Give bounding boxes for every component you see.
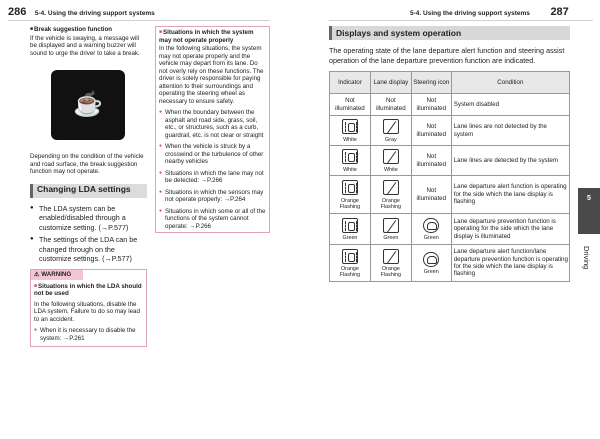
table-cell: Orange Flashing: [330, 245, 371, 282]
lane-line-icon: [383, 249, 399, 264]
warning-box: [30, 269, 147, 348]
warning-label: ⚠ WARNING: [31, 270, 83, 280]
table-cell: Not illuminated: [411, 176, 451, 214]
situation-item: ● Situations in which some or all of the functions of the system cannot operate: →P.266: [159, 208, 266, 231]
table-header: Condition: [451, 72, 569, 94]
table-row: [330, 245, 570, 282]
lane-line-icon: [383, 180, 399, 195]
table-cell: Lane departure prevention function is operating for the side which the lane display is illuminated: [451, 214, 569, 245]
middle-column: [155, 26, 270, 233]
table-row: [330, 146, 570, 176]
situations-intro: In the following situations, the system may not operate properly and the vehicle may depart from its lane. Do not overly rely on these functions. The driver is solely responsible for paying attention to their surroundings and operating the steering wheel as necessary to ensure safety.: [159, 45, 264, 105]
table-cell: Lane departure alert function is operating for the side which the lane display is flashing: [451, 176, 569, 214]
situation-item: ● Situations in which the lane may not be detected: →P.266: [159, 170, 266, 185]
table-row: [330, 214, 570, 245]
table-cell: Not illuminated: [411, 116, 451, 146]
header-right: [410, 6, 569, 20]
situation-item: ● When the vehicle is struck by a crosswind or the turbulence of other nearby vehicles: [159, 143, 266, 166]
situations-box: [155, 26, 270, 233]
table-cell: White: [330, 116, 371, 146]
table-cell: Orange Flashing: [330, 176, 371, 214]
table-cell: Green: [411, 214, 451, 245]
page-number-right: 287: [550, 6, 569, 18]
right-column: [329, 26, 570, 282]
table-row: [330, 176, 570, 214]
table-cell: Green: [370, 214, 411, 245]
lane-assist-indicator-icon: [342, 249, 358, 264]
lda-bullet-1: ● The LDA system can be enabled/disabled through a customize setting. (→P.577): [30, 204, 147, 233]
warning-triangle-icon: ⚠: [34, 270, 40, 278]
chapter-tab: 5: [578, 188, 600, 234]
table-row: [330, 94, 570, 116]
section-title-right: 5-4. Using the driving support systems: [410, 10, 530, 17]
displays-heading: Displays and system operation: [329, 26, 570, 40]
lane-assist-indicator-icon: [342, 180, 358, 195]
header-left: [8, 6, 155, 20]
break-suggestion-title: ■ Break suggestion function: [30, 26, 147, 34]
steering-wheel-icon: [423, 218, 439, 233]
changing-lda-settings-heading: Changing LDA settings: [30, 184, 147, 198]
page-number-left: 286: [8, 6, 27, 18]
situation-item: ● Situations in which the sensors may not operate properly: →P.264: [159, 189, 266, 204]
break-suggestion-note: Depending on the condition of the vehicle and road surface, the break suggestion function may not operate.: [30, 153, 144, 175]
table-cell: Not illuminated: [411, 94, 451, 116]
left-column: [30, 26, 147, 347]
table-cell: Orange Flashing: [370, 176, 411, 214]
header-rule-left: [8, 20, 270, 21]
table-cell: Not illuminated: [411, 146, 451, 176]
lane-assist-indicator-icon: [342, 218, 358, 233]
status-table: [329, 71, 570, 282]
break-suggestion-image: [30, 62, 146, 148]
chapter-label: Driving: [582, 246, 591, 270]
lane-line-icon: [383, 149, 399, 164]
lane-assist-indicator-icon: [342, 149, 358, 164]
table-cell: Green: [330, 214, 371, 245]
warning-text: In the following situations, disable the LDA system. Failure to do so may lead to an accident.: [34, 300, 140, 323]
table-cell: Lane lines are detected by the system: [451, 146, 569, 176]
table-cell: Not illuminated: [330, 94, 371, 116]
lane-line-icon: [383, 119, 399, 134]
table-cell: Gray: [370, 116, 411, 146]
displays-intro: The operating state of the lane departure alert function and steering assist operation of the lane departure prevention function are indicated.: [329, 46, 565, 65]
table-cell: Orange Flashing: [370, 245, 411, 282]
lane-assist-indicator-icon: [342, 119, 358, 134]
table-cell: System disabled: [451, 94, 569, 116]
table-header: Steering icon: [411, 72, 451, 94]
lane-line-icon: [383, 218, 399, 233]
header-rule-right: [329, 20, 593, 21]
table-cell: White: [370, 146, 411, 176]
coffee-cup-icon: ☕: [51, 70, 125, 140]
table-cell: Green: [411, 245, 451, 282]
warning-bullet: ● When it is necessary to disable the system: →P.261: [34, 327, 143, 342]
table-cell: Not illuminated: [370, 94, 411, 116]
warning-title: ■ Situations in which the LDA should not be used: [34, 283, 143, 298]
table-header: Lane display: [370, 72, 411, 94]
table-cell: Lane lines are not detected by the system: [451, 116, 569, 146]
table-header-row: [330, 72, 570, 94]
table-cell: Lane departure alert function/lane departure prevention function is operating for the side which the lane display is flashing: [451, 245, 569, 282]
lda-bullet-2: ● The settings of the LDA can be changed through on the customize settings. (→P.577): [30, 235, 147, 264]
break-suggestion-text: If the vehicle is swaying, a message will be displayed and a warning buzzer will sound to urge the driver to take a break.: [30, 34, 140, 57]
table-cell: White: [330, 146, 371, 176]
section-title-left: 5-4. Using the driving support systems: [34, 10, 155, 17]
situation-item: ● When the boundary between the asphalt and road side, grass, soil, etc., or structures, such as a curb, guardrail, etc. is not clear or straight: [159, 109, 266, 139]
steering-wheel-icon: [423, 252, 439, 267]
table-header: Indicator: [330, 72, 371, 94]
table-row: [330, 116, 570, 146]
situations-title: ■ Situations in which the system may not operate properly: [159, 29, 266, 44]
